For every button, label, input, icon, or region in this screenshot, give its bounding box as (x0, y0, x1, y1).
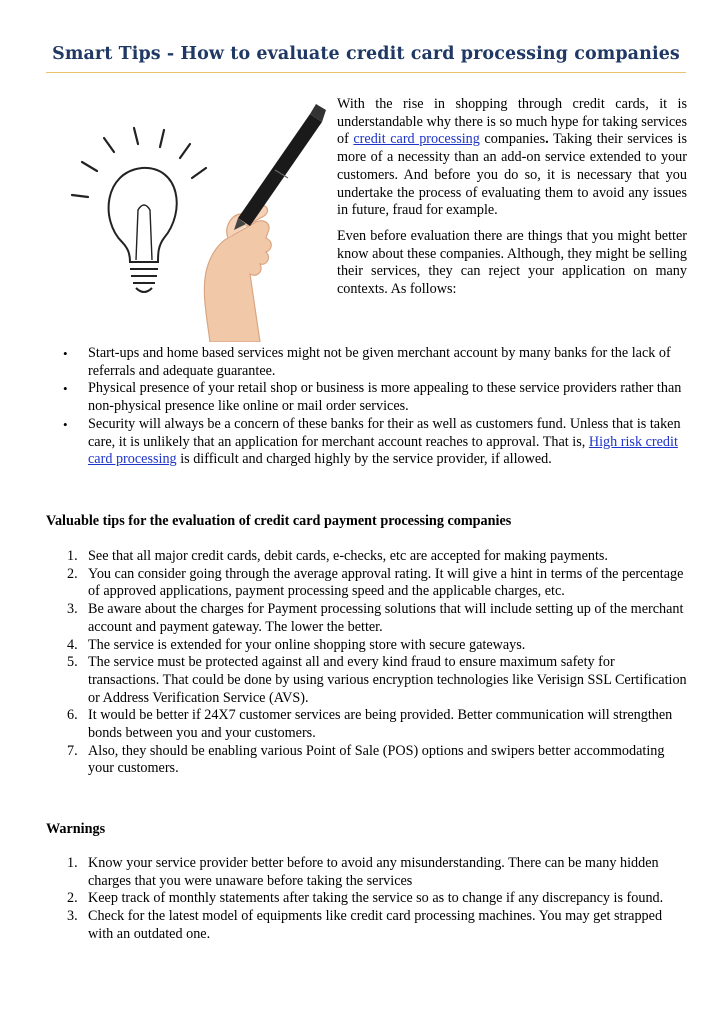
intro-text-part: companies (479, 131, 546, 148)
tips-heading: Valuable tips for the evaluation of credit card payment processing companies (46, 513, 512, 529)
list-item-text: You can consider going through the average approval rating. It will give a hint in terms of the percentage of approved applications, payment processing speed and the applicable charges, etc. (88, 565, 684, 600)
list-item (46, 908, 688, 943)
intro-text (337, 96, 687, 307)
list-item-text: Security will always be a concern of these banks for their as well as customers fund. Unless that is taken care, it is unlikely that an application for merchant account reaches to approval. That is, (88, 415, 681, 450)
warnings-heading: Warnings (46, 821, 106, 837)
list-item-text: Be aware about the charges for Payment processing solutions that will include setting up of the merchant account and payment gateway. The lower the better. (88, 601, 684, 635)
lightbulb-rays-icon (72, 128, 206, 197)
list-number: 1. (67, 548, 78, 564)
list-item (46, 890, 688, 908)
list-item-text: Know your service provider better before to avoid any misunderstanding. There can be many hidden charges that you were unaware before taking the services (88, 855, 659, 889)
list-number: 7. (67, 742, 78, 759)
intro-text-part: With the rise in shopping through credit cards, it is understandable why there is so much hype for taking services of (337, 96, 687, 148)
list-item-text: Also, they should be enabling various Point of Sale (POS) options and swipers better accommodating your customers. (88, 742, 665, 777)
list-item-text: Keep track of monthly statements after taking the service so as to change if any discrepancy is found. (88, 890, 664, 907)
list-number: 3. (67, 908, 78, 925)
list-number: 2. (67, 890, 78, 907)
list-number: 6. (67, 707, 78, 724)
list-number: 2. (67, 565, 78, 582)
bullet-icon: • (63, 381, 68, 397)
bullet-icon: • (63, 416, 68, 432)
list-number: 5. (67, 654, 78, 671)
list-item (46, 637, 688, 655)
list-item-text: It would be better if 24X7 customer services are being provided. Better communication will strengthen bonds between you and your customers. (88, 707, 673, 742)
list-item-text: The service is extended for your online shopping store with secure gateways. (88, 636, 526, 653)
list-item (46, 855, 688, 890)
list-item-text: See that all major credit cards, debit cards, e-checks, etc are accepted for making payments. (88, 548, 608, 564)
intro-paragraph-2: Even before evaluation there are things that you might better know about these companies. Although, they might be selling their services, they can reject your application on many contexts. As follows: (337, 227, 687, 298)
list-item (46, 743, 688, 778)
intro-text-part: Taking their services is more of a necessity than an add-on service extended to your customers. And before you do so, it is necessary that you undertake the process of evaluating them to avoid any issues in future, fraud for example. (337, 131, 687, 219)
list-item (46, 416, 688, 469)
list-item-text: Start-ups and home based services might not be given merchant account by many banks for the lack of referrals and adequate guarantee. (88, 345, 671, 379)
hand-drawing-lightbulb-illustration (60, 92, 330, 342)
list-item (46, 654, 688, 707)
list-item-text: Check for the latest model of equipments like credit card processing machines. You may get strapped with an outdated one. (88, 908, 663, 942)
bullet-icon: • (63, 346, 68, 361)
list-item (46, 380, 688, 415)
list-item (46, 345, 688, 380)
high-risk-processing-link[interactable]: High risk credit card processing (88, 433, 678, 468)
list-item-text: The service must be protected against all and every kind fraud to ensure maximum safety for transactions. That could be done by using various encryption technologies like Verisign SSL Certification or Address Verification Service (AVS). (88, 654, 687, 706)
intro-paragraph-1 (337, 96, 687, 220)
list-number: 1. (67, 855, 78, 871)
rejection-reasons-list (46, 345, 688, 469)
intro-bold-period: . (545, 131, 549, 148)
list-item-text: is difficult and charged highly by the service provider, if allowed. (176, 451, 552, 468)
list-item (46, 707, 688, 742)
list-item (46, 548, 688, 566)
list-number: 3. (67, 601, 78, 618)
warnings-list (46, 855, 688, 944)
title-underline (46, 72, 686, 73)
document-title: Smart Tips - How to evaluate credit card processing companies (52, 44, 680, 64)
list-item (46, 601, 688, 636)
list-item (46, 566, 688, 601)
lightbulb-icon (109, 168, 177, 292)
list-item-text: Physical presence of your retail shop or business is more appealing to these service providers rather than non-physical presence like online or mail order services. (88, 380, 682, 415)
tips-list (46, 548, 688, 778)
marker-pen-icon (234, 104, 326, 230)
list-number: 4. (67, 636, 78, 653)
credit-card-processing-link[interactable]: credit card processing (353, 131, 480, 148)
